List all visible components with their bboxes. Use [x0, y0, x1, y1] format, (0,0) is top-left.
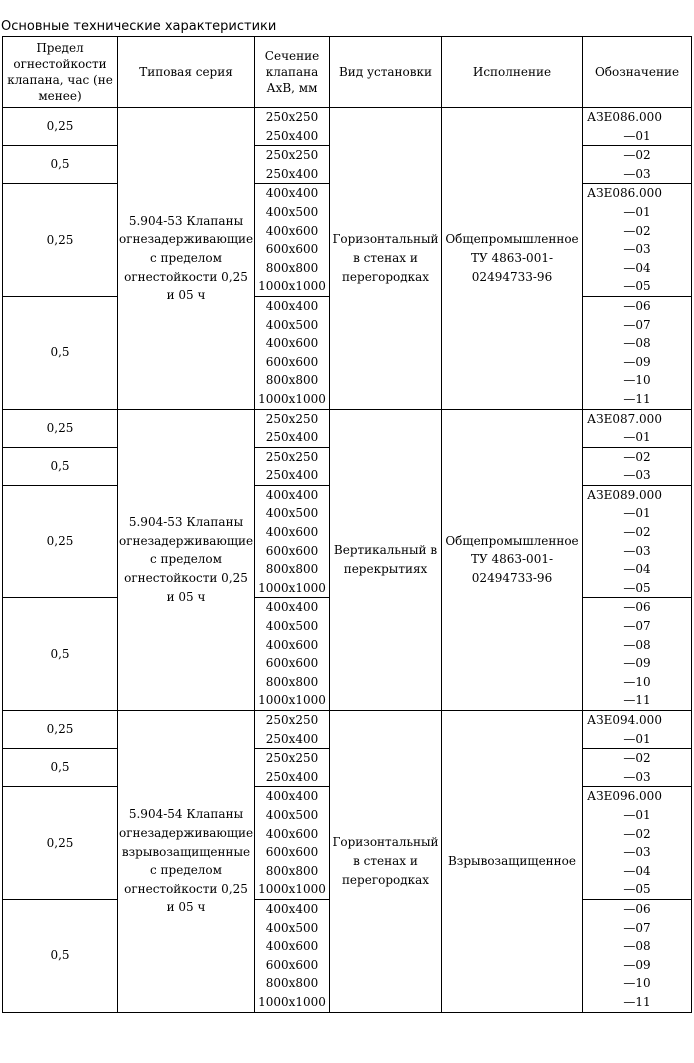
- section-size: 400x600: [265, 939, 319, 954]
- execution-cell: Общепромышленное ТУ 4863-001-02494733-96: [442, 108, 583, 410]
- section-size: 600x600: [265, 543, 319, 558]
- designation-code: —08: [623, 637, 651, 652]
- section-cell: [255, 711, 330, 749]
- section-size: 250x250: [265, 751, 319, 766]
- fire-resistance-cell: 0,5: [3, 447, 118, 485]
- designation-cell: [583, 108, 692, 146]
- execution-cell: Общепромышленное ТУ 4863-001-02494733-96: [442, 409, 583, 711]
- designation-code: —10: [623, 976, 651, 991]
- section-cell: [255, 108, 330, 146]
- header-fire-resistance: Предел огнестойкости клапана, час (не менее): [3, 37, 118, 108]
- header-designation: Обозначение: [583, 37, 692, 108]
- designation-code: —07: [623, 619, 651, 634]
- fire-resistance-cell: 0,25: [3, 184, 118, 297]
- header-series: Типовая серия: [118, 37, 255, 108]
- section-cell: [255, 184, 330, 297]
- designation-code: —06: [623, 600, 651, 615]
- designation-code: —03: [623, 543, 651, 558]
- designation-code: —11: [623, 994, 651, 1009]
- section-size: 250x400: [265, 128, 319, 143]
- designation-code: —09: [623, 354, 651, 369]
- designation-code: —10: [623, 373, 651, 388]
- section-size: 250x400: [265, 468, 319, 483]
- section-size: 400x500: [265, 807, 319, 822]
- section-size: 400x600: [265, 525, 319, 540]
- section-cell: [255, 296, 330, 409]
- designation-cell: [583, 711, 692, 749]
- header-row: [3, 37, 692, 108]
- spec-table: [2, 36, 692, 1013]
- section-size: 800x800: [265, 562, 319, 577]
- designation-code: АЗЕ089.000: [587, 487, 662, 502]
- designation-cell: [583, 485, 692, 598]
- section-cell: [255, 447, 330, 485]
- section-size: 600x600: [265, 354, 319, 369]
- header-installation: Вид установки: [330, 37, 442, 108]
- section-size: 800x800: [265, 863, 319, 878]
- fire-resistance-cell: 0,25: [3, 108, 118, 146]
- section-size: 800x800: [265, 373, 319, 388]
- section-size: 250x250: [265, 110, 319, 124]
- section-size: 400x400: [265, 901, 319, 916]
- fire-resistance-cell: 0,5: [3, 899, 118, 1012]
- section-size: 400x500: [265, 619, 319, 634]
- designation-code: —03: [623, 468, 651, 483]
- section-cell: [255, 485, 330, 598]
- section-size: 250x400: [265, 166, 319, 181]
- designation-code: —02: [623, 223, 651, 238]
- section-cell: [255, 598, 330, 711]
- section-size: 400x400: [265, 186, 319, 201]
- fire-resistance-cell: 0,5: [3, 749, 118, 787]
- designation-code: —09: [623, 957, 651, 972]
- section-size: 800x800: [265, 674, 319, 689]
- section-size: 1000x1000: [258, 391, 326, 406]
- section-size: 400x400: [265, 487, 319, 502]
- table-body: [3, 108, 692, 1013]
- section-cell: [255, 409, 330, 447]
- section-size: 600x600: [265, 656, 319, 671]
- designation-code: АЗЕ087.000: [587, 411, 662, 426]
- designation-code: —02: [623, 826, 651, 841]
- header-section: Сечение клапана АхВ, мм: [255, 37, 330, 108]
- fire-resistance-cell: 0,25: [3, 711, 118, 749]
- designation-code: —06: [623, 901, 651, 916]
- designation-code: —09: [623, 656, 651, 671]
- section-cell: [255, 146, 330, 184]
- table-row: [3, 711, 692, 749]
- designation-code: —01: [623, 430, 651, 445]
- designation-code: —08: [623, 939, 651, 954]
- installation-cell: Горизонтальный в стенах и перегородках: [330, 108, 442, 410]
- table-row: [3, 409, 692, 447]
- fire-resistance-cell: 0,25: [3, 485, 118, 598]
- designation-cell: [583, 749, 692, 787]
- designation-code: —01: [623, 506, 651, 521]
- designation-code: —06: [623, 298, 651, 313]
- section-size: 400x500: [265, 506, 319, 521]
- designation-code: —05: [623, 580, 651, 595]
- section-size: 600x600: [265, 845, 319, 860]
- section-size: 250x250: [265, 148, 319, 163]
- series-cell: 5.904-53 Клапаны огнезадерживающие с пределом огнестойкости 0,25 и 05 ч: [118, 409, 255, 711]
- designation-code: —11: [623, 391, 651, 406]
- section-size: 400x600: [265, 336, 319, 351]
- designation-code: —03: [623, 769, 651, 784]
- series-cell: 5.904-54 Клапаны огнезадерживающие взрывозащищенные с пределом огнестойкости 0,25 и 05 ч: [118, 711, 255, 1013]
- section-size: 250x250: [265, 713, 319, 727]
- fire-resistance-cell: 0,25: [3, 787, 118, 900]
- designation-cell: [583, 899, 692, 1012]
- page-title: Основные технические характеристики: [1, 19, 277, 34]
- designation-code: АЗЕ086.000: [587, 186, 662, 201]
- section-size: 400x600: [265, 223, 319, 238]
- section-size: 800x800: [265, 976, 319, 991]
- section-size: 250x250: [265, 449, 319, 464]
- section-size: 1000x1000: [258, 994, 326, 1009]
- fire-resistance-cell: 0,5: [3, 146, 118, 184]
- fire-resistance-cell: 0,25: [3, 409, 118, 447]
- section-size: 400x500: [265, 920, 319, 935]
- installation-cell: Горизонтальный в стенах и перегородках: [330, 711, 442, 1013]
- fire-resistance-cell: 0,5: [3, 296, 118, 409]
- designation-code: —05: [623, 882, 651, 897]
- designation-cell: [583, 296, 692, 409]
- designation-cell: [583, 447, 692, 485]
- designation-code: —05: [623, 279, 651, 294]
- section-size: 400x600: [265, 637, 319, 652]
- designation-code: —07: [623, 317, 651, 332]
- section-size: 250x400: [265, 430, 319, 445]
- designation-code: —08: [623, 336, 651, 351]
- installation-cell: Вертикальный в перекрытиях: [330, 409, 442, 711]
- designation-code: —01: [623, 204, 651, 219]
- table-row: [3, 108, 692, 146]
- designation-code: —01: [623, 807, 651, 822]
- section-size: 1000x1000: [258, 693, 326, 708]
- section-size: 400x500: [265, 317, 319, 332]
- designation-code: —02: [623, 525, 651, 540]
- designation-code: —03: [623, 242, 651, 257]
- designation-code: —04: [623, 562, 651, 577]
- section-cell: [255, 899, 330, 1012]
- designation-code: —04: [623, 260, 651, 275]
- section-size: 400x400: [265, 600, 319, 615]
- designation-cell: [583, 184, 692, 297]
- designation-cell: [583, 146, 692, 184]
- section-size: 1000x1000: [258, 580, 326, 595]
- designation-code: —02: [623, 751, 651, 766]
- section-size: 1000x1000: [258, 882, 326, 897]
- section-size: 600x600: [265, 242, 319, 257]
- section-cell: [255, 749, 330, 787]
- designation-cell: [583, 598, 692, 711]
- series-cell: 5.904-53 Клапаны огнезадерживающие с пределом огнестойкости 0,25 и 05 ч: [118, 108, 255, 410]
- section-size: 600x600: [265, 957, 319, 972]
- fire-resistance-cell: 0,5: [3, 598, 118, 711]
- designation-code: —03: [623, 845, 651, 860]
- header-execution: Исполнение: [442, 37, 583, 108]
- section-size: 1000x1000: [258, 279, 326, 294]
- designation-cell: [583, 787, 692, 900]
- section-size: 400x600: [265, 826, 319, 841]
- designation-code: —04: [623, 863, 651, 878]
- section-size: 250x400: [265, 731, 319, 746]
- section-cell: [255, 787, 330, 900]
- designation-code: АЗЕ094.000: [587, 713, 662, 727]
- designation-code: —01: [623, 128, 651, 143]
- designation-code: —07: [623, 920, 651, 935]
- designation-code: АЗЕ096.000: [587, 789, 662, 804]
- section-size: 250x400: [265, 769, 319, 784]
- designation-code: —03: [623, 166, 651, 181]
- designation-code: АЗЕ086.000: [587, 110, 662, 124]
- designation-code: —02: [623, 148, 651, 163]
- designation-code: —01: [623, 731, 651, 746]
- designation-code: —11: [623, 693, 651, 708]
- designation-cell: [583, 409, 692, 447]
- section-size: 400x400: [265, 298, 319, 313]
- section-size: 400x500: [265, 204, 319, 219]
- execution-cell: Взрывозащищенное: [442, 711, 583, 1013]
- designation-code: —02: [623, 449, 651, 464]
- section-size: 250x250: [265, 411, 319, 426]
- designation-code: —10: [623, 674, 651, 689]
- section-size: 400x400: [265, 789, 319, 804]
- section-size: 800x800: [265, 260, 319, 275]
